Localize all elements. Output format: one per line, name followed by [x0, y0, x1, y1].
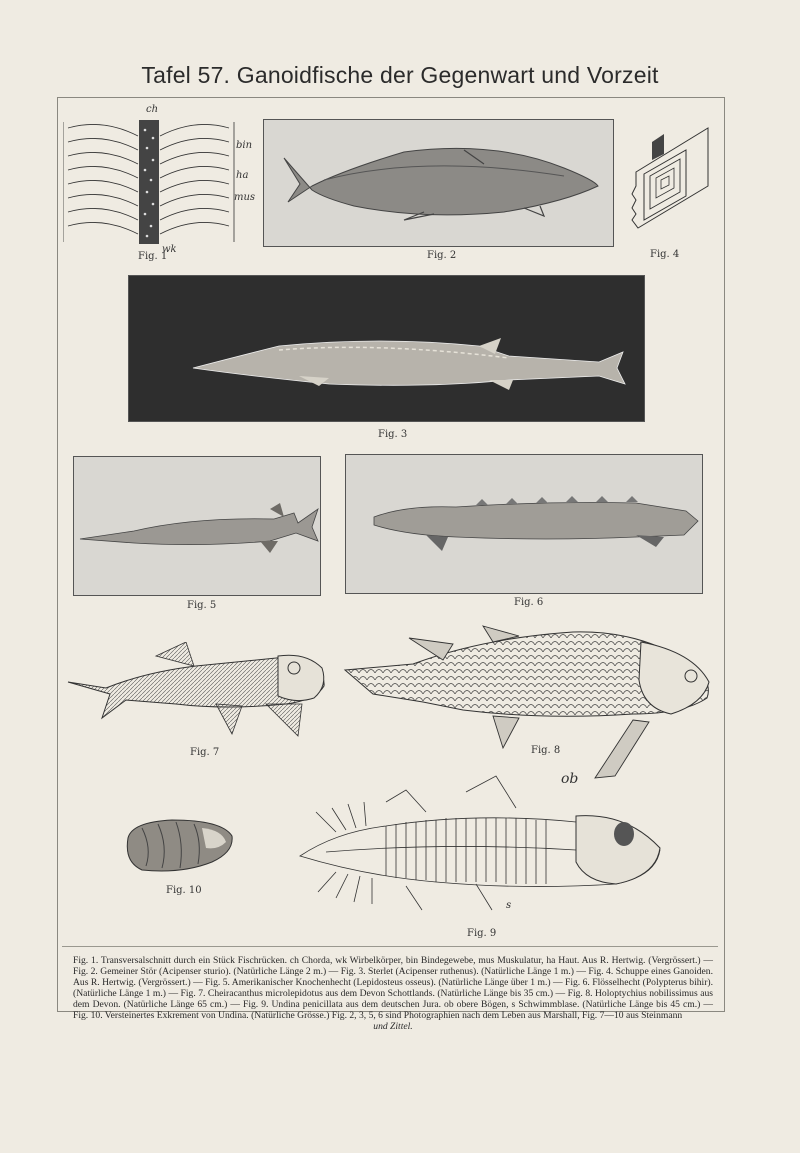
fig-9-label-ob: ob: [561, 771, 579, 787]
fig-1-label-ha: ha: [236, 170, 249, 181]
legend-divider: [62, 946, 718, 947]
fig-1-label-mus: mus: [234, 192, 256, 203]
legend-text: [73, 955, 713, 1032]
fig-1-label-bin: bin: [236, 140, 253, 151]
fig-9-caption: Fig. 9: [467, 928, 497, 939]
legend-line-2: und Zittel.: [373, 1021, 413, 1032]
fig-9-label-s: s: [506, 900, 512, 911]
legend-line-1: Fig. 1. Transversalschnitt durch ein Stück Fischrücken. ch Chorda, wk Wirbelkörper, bin Bindegewebe, mus Muskulatur, ha Haut. Aus R. Hertwig. (Vergrössert.) — Fig. 2. Gemeiner Stör (Acipenser sturio). (Natürliche Länge 2 m.) — Fig. 3. Sterlet (Acipenser ruthenus). (Natürliche Länge 1 m.) — Fig. 4. Schuppe eines Ganoiden. Aus R. Hertwig. (Vergrössert.) — Fig. 5. Amerikanischer Knochenhecht (Lepidosteus osseus). (Natürliche Länge über 1 m.) — Fig. 6. Flösselhecht (Polypterus bihir). (Natürliche Länge 1 m.) — Fig. 7. Cheiracanthus microlepidotus aus dem Devon Schottlands. (Natürliche Länge bis 35 cm.) — Fig. 8. Holoptychius nobilissimus aus dem Devon. (Natürliche Länge 65 cm.) — Fig. 9. Undina penicillata aus dem deutschen Jura. ob obere Bögen, s Schwimmblase. (Natürliche Länge bis 45 cm.) — Fig. 10. Versteinertes Exkrement von Undina. (Natürliche Grösse.) Fig. 2, 3, 5, 6 sind Photographien nach dem Leben aus Marshall, Fig. 7—10 aus Steinmann: [73, 955, 713, 1021]
fig-7-caption: Fig. 7: [190, 747, 220, 758]
fig-1-label-wk: wk: [162, 244, 177, 255]
fig-1-drawing: [63, 118, 235, 246]
fig-6-photo: [345, 454, 703, 594]
page-title: Tafel 57. Ganoidfische der Gegenwart und Vorzeit: [141, 62, 659, 88]
fig-1-caption: Fig. 1: [138, 251, 168, 262]
fig-5-photo: [73, 456, 321, 596]
fig-2-caption: Fig. 2: [427, 250, 457, 261]
fig-4-drawing: [630, 124, 712, 232]
fig-8-caption: Fig. 8: [531, 745, 561, 756]
fig-7-drawing: [66, 642, 330, 738]
fig-1-label-ch: ch: [146, 104, 159, 115]
fig-5-caption: Fig. 5: [187, 600, 217, 611]
fig-9-drawing: [296, 772, 668, 912]
fig-4-caption: Fig. 4: [650, 249, 680, 260]
fig-2-photo: [263, 119, 614, 247]
fig-10-drawing: [122, 818, 235, 874]
fig-8-drawing: [343, 624, 713, 782]
fig-3-photo: [128, 275, 645, 422]
fig-3-caption: Fig. 3: [378, 429, 408, 440]
fig-6-caption: Fig. 6: [514, 597, 544, 608]
fig-10-caption: Fig. 10: [166, 885, 202, 896]
